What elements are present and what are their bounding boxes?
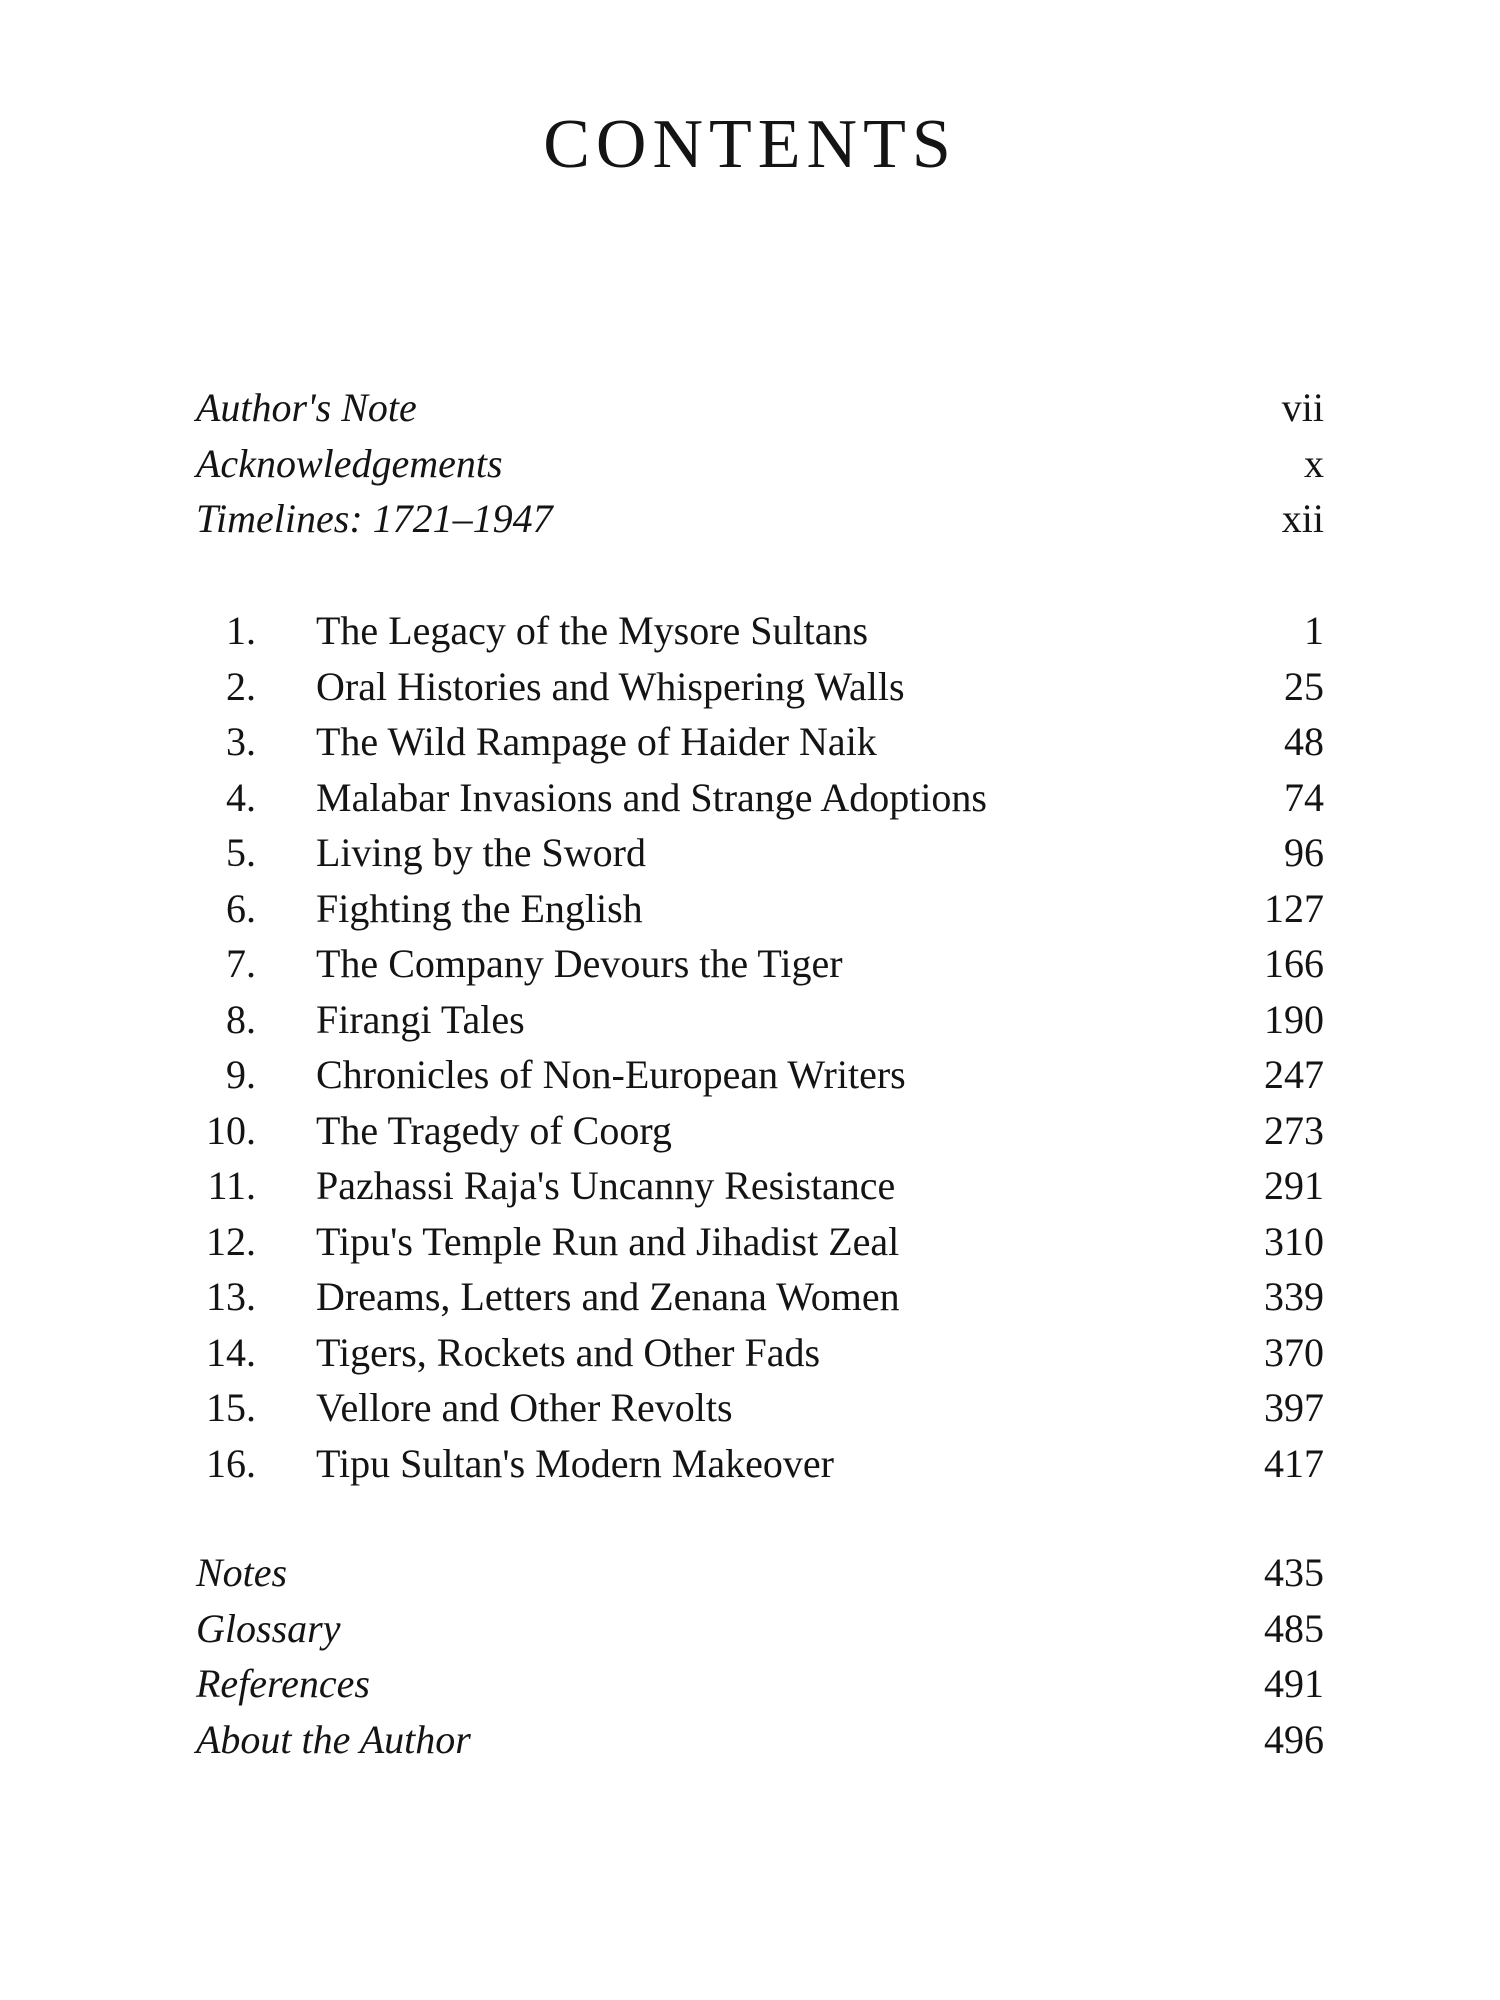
chapter-title: The Company Devours the Tiger bbox=[316, 941, 843, 986]
chapter-number: 11. bbox=[207, 1163, 256, 1208]
chapter-page-number: 127 bbox=[1264, 885, 1324, 931]
chapter-page-number: 48 bbox=[1284, 719, 1324, 764]
chapter-number: 7. bbox=[226, 941, 256, 986]
chapter-page-number: 291 bbox=[1264, 1163, 1324, 1208]
chapter-title: Firangi Tales bbox=[316, 996, 525, 1042]
chapter-entry bbox=[196, 825, 1324, 881]
chapter-title: The Tragedy of Coorg bbox=[316, 1107, 672, 1153]
chapter-number: 15. bbox=[206, 1385, 256, 1430]
chapter-title: Tipu's Temple Run and Jihadist Zeal bbox=[316, 1218, 900, 1264]
chapter-page-number: 190 bbox=[1264, 996, 1324, 1042]
chapter-entry bbox=[196, 714, 1324, 770]
back-matter-entry bbox=[196, 1601, 1324, 1657]
chapter-entry bbox=[196, 1436, 1324, 1492]
entry-label: About the Author bbox=[196, 1716, 471, 1762]
chapter-entry bbox=[196, 936, 1324, 992]
front-matter-list bbox=[196, 380, 1324, 547]
chapter-entry bbox=[196, 603, 1324, 659]
chapter-entry bbox=[196, 1325, 1324, 1381]
chapter-list bbox=[196, 603, 1324, 1491]
chapter-title: The Legacy of the Mysore Sultans bbox=[316, 608, 869, 653]
chapter-number: 14. bbox=[206, 1329, 256, 1375]
chapter-page-number: 166 bbox=[1264, 941, 1324, 986]
entry-page-number: x bbox=[1304, 440, 1324, 486]
chapter-number: 4. bbox=[226, 774, 256, 820]
entry-page-number: 435 bbox=[1264, 1550, 1324, 1595]
chapter-page-number: 273 bbox=[1264, 1107, 1324, 1153]
entry-label: Timelines: 1721–1947 bbox=[196, 496, 553, 541]
chapter-entry bbox=[196, 1047, 1324, 1103]
page-title: CONTENTS bbox=[543, 106, 957, 183]
back-matter-entry bbox=[196, 1656, 1324, 1712]
chapter-entry bbox=[196, 659, 1324, 715]
chapter-number: 16. bbox=[206, 1440, 256, 1486]
back-matter-entry bbox=[196, 1545, 1324, 1601]
chapter-page-number: 310 bbox=[1264, 1218, 1324, 1264]
chapter-entry bbox=[196, 770, 1324, 826]
back-matter-entry bbox=[196, 1712, 1324, 1768]
chapter-page-number: 397 bbox=[1264, 1385, 1324, 1430]
chapter-number: 13. bbox=[206, 1274, 256, 1319]
chapter-number: 2. bbox=[226, 663, 256, 709]
chapter-title: Pazhassi Raja's Uncanny Resistance bbox=[316, 1163, 896, 1208]
front-matter-entry bbox=[196, 436, 1324, 492]
chapter-title: Fighting the English bbox=[316, 885, 643, 931]
chapter-page-number: 25 bbox=[1284, 663, 1324, 709]
entry-page-number: xii bbox=[1281, 496, 1324, 541]
entry-page-number: vii bbox=[1281, 385, 1324, 430]
chapter-title: The Wild Rampage of Haider Naik bbox=[316, 719, 877, 764]
chapter-page-number: 247 bbox=[1264, 1052, 1324, 1097]
chapter-title: Oral Histories and Whispering Walls bbox=[316, 663, 905, 709]
back-matter-list bbox=[196, 1545, 1324, 1767]
chapter-number: 3. bbox=[226, 719, 256, 764]
chapter-number: 5. bbox=[226, 830, 256, 875]
chapter-title: Dreams, Letters and Zenana Women bbox=[316, 1274, 900, 1319]
chapter-page-number: 1 bbox=[1304, 608, 1324, 653]
entry-label: Author's Note bbox=[196, 385, 417, 430]
chapter-page-number: 74 bbox=[1284, 774, 1324, 820]
entry-page-number: 496 bbox=[1264, 1716, 1324, 1762]
chapter-entry bbox=[196, 992, 1324, 1048]
entry-label: Notes bbox=[196, 1550, 288, 1595]
front-matter-entry bbox=[196, 380, 1324, 436]
chapter-page-number: 96 bbox=[1284, 830, 1324, 875]
chapter-title: Vellore and Other Revolts bbox=[316, 1385, 733, 1430]
chapter-entry bbox=[196, 1103, 1324, 1159]
chapter-title: Living by the Sword bbox=[316, 830, 646, 875]
chapter-entry bbox=[196, 1269, 1324, 1325]
chapter-title: Tipu Sultan's Modern Makeover bbox=[316, 1440, 834, 1486]
chapter-entry bbox=[196, 1380, 1324, 1436]
entry-page-number: 491 bbox=[1264, 1661, 1324, 1706]
chapter-title: Malabar Invasions and Strange Adoptions bbox=[316, 774, 987, 820]
chapter-number: 8. bbox=[226, 996, 256, 1042]
chapter-number: 9. bbox=[226, 1052, 256, 1097]
chapter-entry bbox=[196, 1214, 1324, 1270]
entry-label: Glossary bbox=[196, 1605, 341, 1651]
chapter-page-number: 339 bbox=[1264, 1274, 1324, 1319]
entry-label: References bbox=[196, 1661, 370, 1706]
chapter-number: 10. bbox=[206, 1107, 256, 1153]
entry-label: Acknowledgements bbox=[196, 440, 503, 486]
chapter-number: 6. bbox=[226, 885, 256, 931]
chapter-entry bbox=[196, 1158, 1324, 1214]
chapter-page-number: 370 bbox=[1264, 1329, 1324, 1375]
chapter-number: 1. bbox=[226, 608, 256, 653]
chapter-number: 12. bbox=[206, 1218, 256, 1264]
chapter-entry bbox=[196, 881, 1324, 937]
entry-page-number: 485 bbox=[1264, 1605, 1324, 1651]
front-matter-entry bbox=[196, 491, 1324, 547]
chapter-page-number: 417 bbox=[1264, 1440, 1324, 1486]
chapter-title: Chronicles of Non-European Writers bbox=[316, 1052, 906, 1097]
chapter-title: Tigers, Rockets and Other Fads bbox=[316, 1329, 821, 1375]
